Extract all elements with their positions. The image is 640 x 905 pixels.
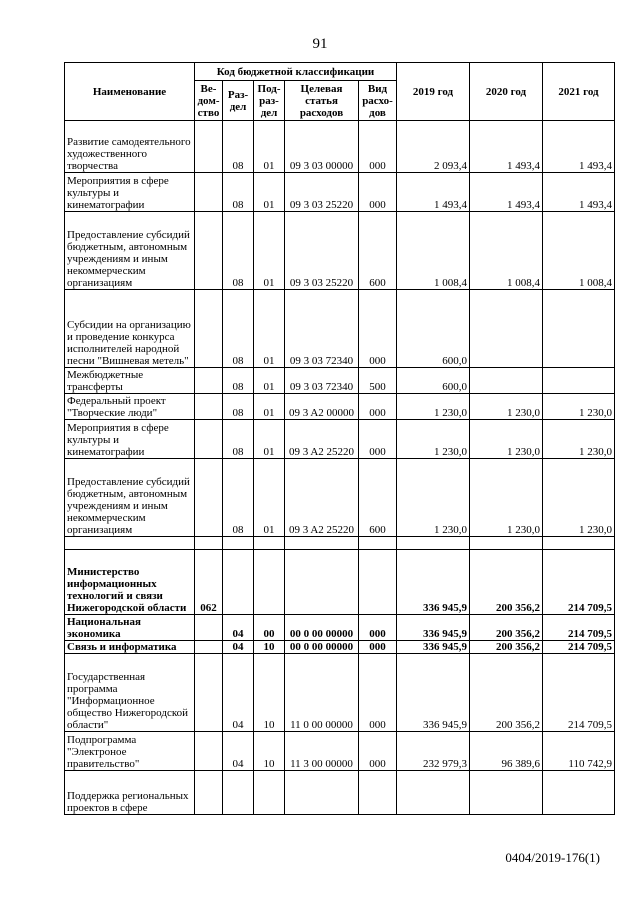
row-vedomstvo bbox=[195, 212, 223, 290]
row-2021 bbox=[543, 771, 615, 815]
row-razdel: 08 bbox=[223, 394, 254, 420]
row-vid: 600 bbox=[359, 459, 397, 537]
row-vedomstvo bbox=[195, 732, 223, 771]
header-podrazdel: Под-раз-дел bbox=[254, 81, 285, 121]
row-2021: 1 230,0 bbox=[543, 394, 615, 420]
table-row bbox=[65, 550, 615, 615]
row-2021: 1 230,0 bbox=[543, 459, 615, 537]
row-podrazdel: 10 bbox=[254, 654, 285, 732]
table-row bbox=[65, 290, 615, 368]
page-number: 91 bbox=[312, 36, 328, 52]
row-podrazdel bbox=[254, 537, 285, 550]
row-2021 bbox=[543, 368, 615, 394]
row-vid bbox=[359, 537, 397, 550]
row-target: 00 0 00 00000 bbox=[285, 615, 359, 641]
row-2019: 1 008,4 bbox=[397, 212, 470, 290]
row-name: Развитие самодеятельного художественного творчества bbox=[65, 121, 195, 173]
row-2020: 1 008,4 bbox=[470, 212, 543, 290]
row-vedomstvo bbox=[195, 641, 223, 654]
header-name: Наименование bbox=[65, 63, 195, 121]
row-razdel: 04 bbox=[223, 732, 254, 771]
row-vid: 600 bbox=[359, 212, 397, 290]
row-razdel: 08 bbox=[223, 459, 254, 537]
row-vedomstvo bbox=[195, 654, 223, 732]
row-2020: 1 493,4 bbox=[470, 173, 543, 212]
row-vedomstvo bbox=[195, 771, 223, 815]
row-vid: 000 bbox=[359, 732, 397, 771]
row-2020: 200 356,2 bbox=[470, 615, 543, 641]
row-razdel: 08 bbox=[223, 368, 254, 394]
row-razdel bbox=[223, 550, 254, 615]
row-2021 bbox=[543, 290, 615, 368]
table-row bbox=[65, 368, 615, 394]
row-podrazdel: 00 bbox=[254, 615, 285, 641]
row-podrazdel: 01 bbox=[254, 420, 285, 459]
header-2021: 2021 год bbox=[543, 63, 615, 121]
row-vid: 500 bbox=[359, 368, 397, 394]
row-vedomstvo bbox=[195, 420, 223, 459]
row-podrazdel: 01 bbox=[254, 368, 285, 394]
row-vid: 000 bbox=[359, 121, 397, 173]
row-name: Межбюджетные трансферты bbox=[65, 368, 195, 394]
row-target: 09 3 A2 25220 bbox=[285, 459, 359, 537]
row-vid: 000 bbox=[359, 173, 397, 212]
row-vid bbox=[359, 771, 397, 815]
row-name bbox=[65, 537, 195, 550]
row-vedomstvo bbox=[195, 394, 223, 420]
row-2019: 1 493,4 bbox=[397, 173, 470, 212]
row-target bbox=[285, 537, 359, 550]
row-name: Подпрограмма "Электроное правительство" bbox=[65, 732, 195, 771]
row-name: Министерство информационных технологий и связи Нижегородской области bbox=[65, 550, 195, 615]
row-razdel: 08 bbox=[223, 290, 254, 368]
row-podrazdel: 01 bbox=[254, 212, 285, 290]
row-name: Национальная экономика bbox=[65, 615, 195, 641]
table-row bbox=[65, 394, 615, 420]
row-target: 09 3 03 25220 bbox=[285, 212, 359, 290]
row-2020: 200 356,2 bbox=[470, 550, 543, 615]
row-name: Мероприятия в сфере культуры и кинематографии bbox=[65, 420, 195, 459]
row-target: 09 3 03 72340 bbox=[285, 290, 359, 368]
row-name: Субсидии на организацию и проведение конкурса исполнителей народной песни "Вишневая метель" bbox=[65, 290, 195, 368]
row-vid: 000 bbox=[359, 641, 397, 654]
row-vedomstvo bbox=[195, 121, 223, 173]
table-row bbox=[65, 459, 615, 537]
row-2021: 214 709,5 bbox=[543, 550, 615, 615]
row-razdel: 08 bbox=[223, 173, 254, 212]
row-target: 09 3 03 00000 bbox=[285, 121, 359, 173]
row-2020: 96 389,6 bbox=[470, 732, 543, 771]
table-row bbox=[65, 654, 615, 732]
row-2020 bbox=[470, 368, 543, 394]
row-name: Связь и информатика bbox=[65, 641, 195, 654]
row-vid: 000 bbox=[359, 615, 397, 641]
row-podrazdel: 01 bbox=[254, 173, 285, 212]
row-2019: 336 945,9 bbox=[397, 641, 470, 654]
row-podrazdel: 01 bbox=[254, 394, 285, 420]
row-razdel bbox=[223, 537, 254, 550]
document-code: 0404/2019-176(1) bbox=[505, 850, 600, 865]
row-2019: 336 945,9 bbox=[397, 615, 470, 641]
row-vedomstvo bbox=[195, 290, 223, 368]
row-podrazdel: 01 bbox=[254, 290, 285, 368]
row-razdel: 04 bbox=[223, 654, 254, 732]
row-2020 bbox=[470, 290, 543, 368]
table-row bbox=[65, 641, 615, 654]
row-target bbox=[285, 550, 359, 615]
row-razdel bbox=[223, 771, 254, 815]
row-2020: 1 493,4 bbox=[470, 121, 543, 173]
table-row bbox=[65, 121, 615, 173]
row-2019: 1 230,0 bbox=[397, 459, 470, 537]
row-2019: 600,0 bbox=[397, 368, 470, 394]
row-target: 11 0 00 00000 bbox=[285, 654, 359, 732]
row-vid bbox=[359, 550, 397, 615]
row-2019: 336 945,9 bbox=[397, 550, 470, 615]
row-name: Предоставление субсидий бюджетным, автономным учреждениям и иным некоммерческим организациям bbox=[65, 212, 195, 290]
row-2021: 214 709,5 bbox=[543, 615, 615, 641]
row-vedomstvo bbox=[195, 173, 223, 212]
row-2019 bbox=[397, 537, 470, 550]
row-razdel: 04 bbox=[223, 641, 254, 654]
table-row bbox=[65, 212, 615, 290]
header-2019: 2019 год bbox=[397, 63, 470, 121]
row-2021: 1 008,4 bbox=[543, 212, 615, 290]
row-vedomstvo: 062 bbox=[195, 550, 223, 615]
row-2020: 1 230,0 bbox=[470, 394, 543, 420]
row-target bbox=[285, 771, 359, 815]
row-target: 11 3 00 00000 bbox=[285, 732, 359, 771]
row-name: Государственная программа "Информационное общество Нижегородской области" bbox=[65, 654, 195, 732]
budget-table bbox=[64, 62, 615, 815]
row-podrazdel: 01 bbox=[254, 121, 285, 173]
row-vid: 000 bbox=[359, 394, 397, 420]
row-vedomstvo bbox=[195, 615, 223, 641]
table-row bbox=[65, 173, 615, 212]
header-vid: Вид расхо-дов bbox=[359, 81, 397, 121]
header-target: Целевая статья расходов bbox=[285, 81, 359, 121]
row-2021: 1 493,4 bbox=[543, 121, 615, 173]
row-2019: 232 979,3 bbox=[397, 732, 470, 771]
row-vid: 000 bbox=[359, 290, 397, 368]
row-2021: 214 709,5 bbox=[543, 654, 615, 732]
row-2021: 110 742,9 bbox=[543, 732, 615, 771]
table-body bbox=[65, 121, 615, 815]
row-target: 09 3 03 25220 bbox=[285, 173, 359, 212]
row-vid: 000 bbox=[359, 654, 397, 732]
row-razdel: 04 bbox=[223, 615, 254, 641]
row-2019 bbox=[397, 771, 470, 815]
row-podrazdel bbox=[254, 771, 285, 815]
header-vedomstvo: Ве-дом-ство bbox=[195, 81, 223, 121]
row-2019: 336 945,9 bbox=[397, 654, 470, 732]
row-razdel: 08 bbox=[223, 121, 254, 173]
row-podrazdel: 01 bbox=[254, 459, 285, 537]
row-podrazdel: 10 bbox=[254, 732, 285, 771]
row-2020: 200 356,2 bbox=[470, 654, 543, 732]
table-row bbox=[65, 771, 615, 815]
row-2020: 1 230,0 bbox=[470, 420, 543, 459]
row-vedomstvo bbox=[195, 537, 223, 550]
row-2020: 200 356,2 bbox=[470, 641, 543, 654]
row-podrazdel: 10 bbox=[254, 641, 285, 654]
table-row bbox=[65, 732, 615, 771]
row-target: 00 0 00 00000 bbox=[285, 641, 359, 654]
table-row bbox=[65, 537, 615, 550]
row-2020 bbox=[470, 771, 543, 815]
row-podrazdel bbox=[254, 550, 285, 615]
row-2020 bbox=[470, 537, 543, 550]
table-row bbox=[65, 615, 615, 641]
row-razdel: 08 bbox=[223, 212, 254, 290]
row-2019: 600,0 bbox=[397, 290, 470, 368]
header-razdel: Раз-дел bbox=[223, 81, 254, 121]
row-name: Предоставление субсидий бюджетным, автономным учреждениям и иным некоммерческим организациям bbox=[65, 459, 195, 537]
row-2020: 1 230,0 bbox=[470, 459, 543, 537]
row-vedomstvo bbox=[195, 368, 223, 394]
row-2019: 1 230,0 bbox=[397, 394, 470, 420]
row-target: 09 3 A2 00000 bbox=[285, 394, 359, 420]
row-name: Федеральный проект "Творческие люди" bbox=[65, 394, 195, 420]
row-name: Мероприятия в сфере культуры и кинематографии bbox=[65, 173, 195, 212]
row-target: 09 3 A2 25220 bbox=[285, 420, 359, 459]
row-vedomstvo bbox=[195, 459, 223, 537]
header-2020: 2020 год bbox=[470, 63, 543, 121]
row-2019: 2 093,4 bbox=[397, 121, 470, 173]
row-target: 09 3 03 72340 bbox=[285, 368, 359, 394]
row-vid: 000 bbox=[359, 420, 397, 459]
row-2021: 1 493,4 bbox=[543, 173, 615, 212]
row-2021: 214 709,5 bbox=[543, 641, 615, 654]
table-row bbox=[65, 420, 615, 459]
row-2021 bbox=[543, 537, 615, 550]
row-2019: 1 230,0 bbox=[397, 420, 470, 459]
row-razdel: 08 bbox=[223, 420, 254, 459]
row-2021: 1 230,0 bbox=[543, 420, 615, 459]
header-classification: Код бюджетной классификации bbox=[195, 63, 397, 81]
row-name: Поддержка региональных проектов в сфере bbox=[65, 771, 195, 815]
